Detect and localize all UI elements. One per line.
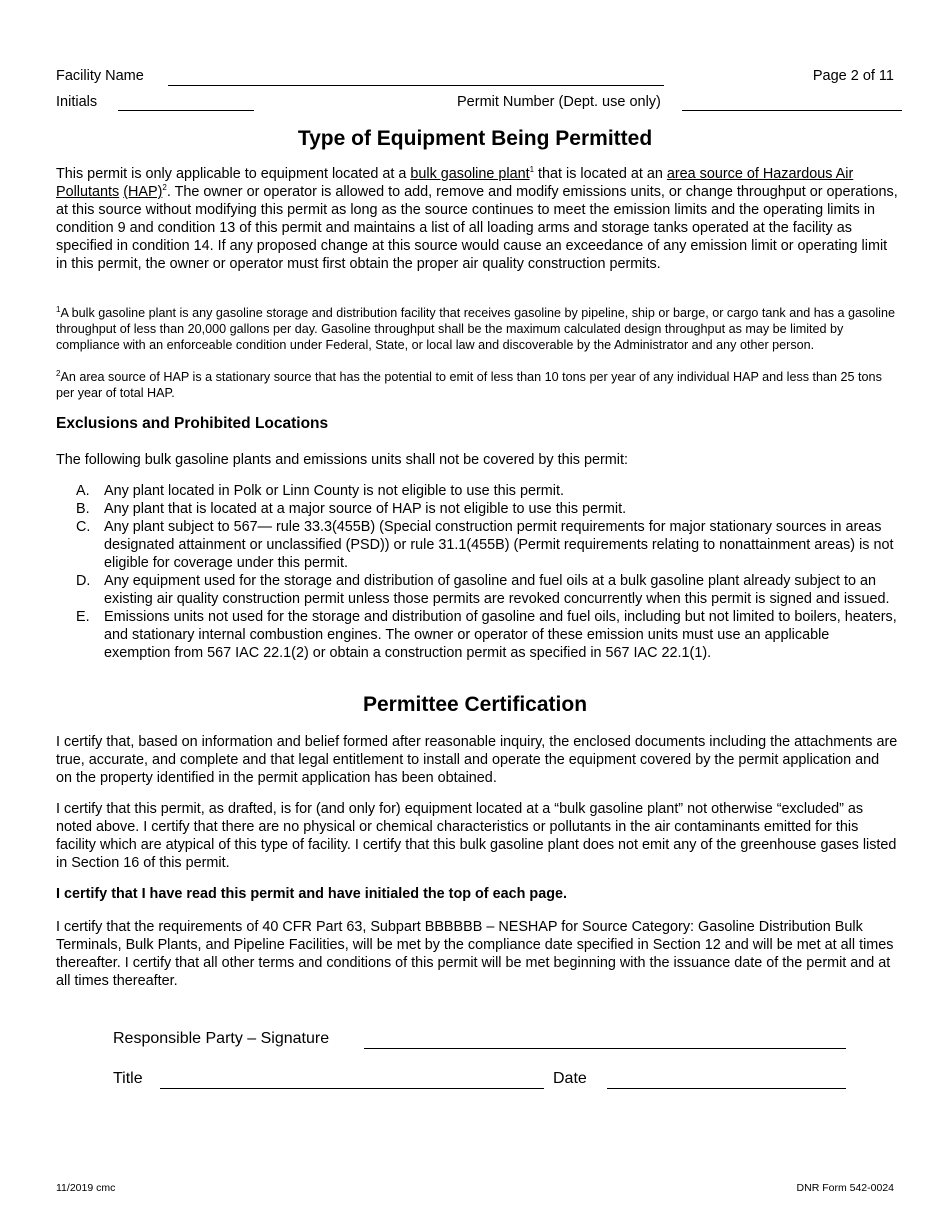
- initials-field[interactable]: [118, 110, 254, 111]
- exclusion-item: [56, 572, 898, 608]
- hap-term: (HAP): [123, 184, 163, 200]
- equipment-section-title: Type of Equipment Being Permitted: [297, 127, 653, 150]
- exclusion-text: Any plant that is located at a major source of HAP is not eligible to use this permit.: [104, 501, 627, 517]
- permit-number-label: Permit Number (Dept. use only): [457, 94, 661, 110]
- exclusion-letter: B.: [76, 501, 90, 517]
- exclusion-item: [56, 518, 898, 572]
- certification-paragraph-4: I certify that the requirements of 40 CFR Part 63, Subpart BBBBBB – NESHAP for Source Category: Gasoline Distribution Bulk Terminals, Bulk Plants, and Pipeline Facilities, will be met by the compliance date specified in Section 12 and will be met at all times thereafter. I certify that all other terms and conditions of this permit will be met beginning with the issuance date of the permit and at all times thereafter.: [56, 919, 894, 989]
- initials-label: Initials: [56, 94, 98, 110]
- exclusion-text: Any plant subject to 567— rule 33.3(455B) (Special construction permit requirements for major stationary sources in areas designated attainment or unclassified (PSD)) or rule 31.1(455B) (Permit requirements relating to nonattainment areas) is not eligible for coverage under this permit.: [104, 519, 894, 571]
- footnote-ref-2: 2: [162, 183, 167, 193]
- facility-name-label: Facility Name: [56, 68, 144, 84]
- exclusion-item: [56, 608, 898, 662]
- exclusion-letter: A.: [76, 483, 90, 499]
- footnote-2-marker: 2: [56, 368, 61, 378]
- signature-field[interactable]: [364, 1048, 846, 1049]
- exclusion-text: Any plant located in Polk or Linn County is not eligible to use this permit.: [104, 483, 564, 499]
- exclusions-intro: The following bulk gasoline plants and emissions units shall not be covered by this permit:: [56, 452, 628, 468]
- footnote-2: [56, 369, 898, 401]
- footnote-1: [56, 305, 898, 353]
- exclusion-text: Emissions units not used for the storage and distribution of gasoline and fuel oils, including but not limited to boilers, heaters, and stationary internal combustion engines. The owner or operator of these emission units must use an applicable exemption from 567 IAC 22.1(2) or obtain a construction permit as specified in 567 IAC 22.1(1).: [104, 609, 897, 661]
- exclusion-text: Any equipment used for the storage and distribution of gasoline and fuel oils at a bulk gasoline plant already subject to an existing air quality construction permit unless those permits are revoked concurrently when this permit is signed and issued.: [104, 573, 890, 607]
- page-number: Page 2 of 11: [812, 68, 894, 84]
- equipment-intro-paragraph: [56, 165, 898, 273]
- intro-text-2: that is located at an: [534, 166, 667, 182]
- permit-number-field[interactable]: [682, 110, 902, 111]
- date-label: Date: [553, 1070, 587, 1087]
- certification-paragraph-2: I certify that this permit, as drafted, is for (and only for) equipment located at a “bulk gasoline plant” not otherwise “excluded” as noted above. I certify that there are no physical or chemical characteristics or pollutants in the air contaminants emitted for this facility which are atypical of this type of facility. I certify that this bulk gasoline plant does not emit any of the greenhouse gases listed in Section 16 of this permit.: [56, 801, 897, 871]
- bulk-gasoline-plant-term: bulk gasoline plant: [410, 166, 530, 182]
- footnote-1-marker: 1: [56, 304, 61, 314]
- area-source-hap-term: area source of Hazardous Air Pollutants: [56, 166, 854, 200]
- certification-paragraph-1: I certify that, based on information and belief formed after reasonable inquiry, the enclosed documents including the attachments are true, accurate, and complete and that legal entitlement to install and operate the equipment covered by the permit application and on the property identified in the permit application has been obtained.: [56, 734, 898, 786]
- exclusions-list: [56, 482, 898, 662]
- date-field[interactable]: [607, 1088, 846, 1089]
- exclusion-item: [56, 500, 898, 518]
- title-label: Title: [113, 1070, 143, 1087]
- footnote-2-text: An area source of HAP is a stationary source that has the potential to emit of less than 10 tons per year of any individual HAP and less than 25 tons per year of total HAP.: [56, 370, 882, 400]
- intro-text-4: . The owner or operator is allowed to add, remove and modify emissions units, or change throughput or operations, at this source without modifying this permit as long as the source continues to meet the emission limits and the operating limits in condition 9 and condition 13 of this permit and maintains a list of all loading arms and storage tanks operated at the facility as specified in condition 14. If any proposed change at this source would cause an exceedance of any emission limit or operating limit in this permit, the owner or operator must first obtain the proper air quality construction permits.: [56, 184, 898, 272]
- exclusions-heading: Exclusions and Prohibited Locations: [56, 415, 329, 432]
- footer-form-number: DNR Form 542-0024: [796, 1182, 894, 1194]
- exclusion-letter: E.: [76, 609, 90, 625]
- title-field[interactable]: [160, 1088, 544, 1089]
- exclusion-letter: C.: [76, 519, 91, 535]
- footnote-1-text: A bulk gasoline plant is any gasoline storage and distribution facility that receives gasoline by pipeline, ship or barge, or cargo tank and has a gasoline throughput of less than 20,000 gallons per day. Gasoline throughput shall be the maximum calculated design throughput as may be limited by compliance with an enforceable condition under Federal, State, or local law and discoverable by the Administrator and any other person.: [56, 306, 895, 352]
- footnote-ref-1: 1: [529, 165, 535, 175]
- signature-label: Responsible Party – Signature: [113, 1030, 330, 1047]
- facility-name-field[interactable]: [168, 85, 664, 86]
- exclusion-item: [56, 482, 898, 500]
- intro-text-1: This permit is only applicable to equipment located at a: [56, 166, 411, 182]
- exclusion-letter: D.: [76, 573, 91, 589]
- certification-title: Permittee Certification: [362, 693, 588, 716]
- certification-initials-statement: I certify that I have read this permit and have initialed the top of each page.: [56, 886, 567, 902]
- footer-revision: 11/2019 cmc: [56, 1182, 116, 1194]
